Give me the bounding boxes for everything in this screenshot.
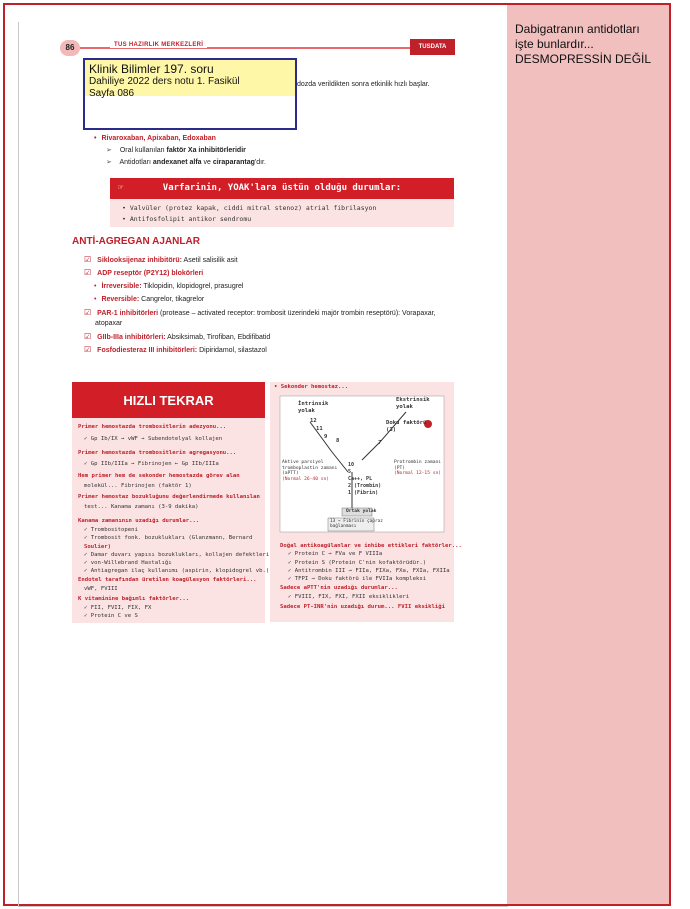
text: 5 [348, 469, 352, 475]
text: yolak [298, 408, 315, 414]
summary-line: Soulier) [84, 544, 111, 550]
text-bold: PAR-1 inhibitörleri [97, 310, 159, 317]
text-bold: faktör Xa inhibitörleridir [166, 147, 246, 154]
extrinsic-label [396, 397, 430, 411]
summary-title: HIZLI TEKRAR [72, 382, 265, 418]
warning-item: • Valvüler (protez kapak, ciddi mitral stenoz) atrial fibrilasyon [122, 204, 377, 212]
xa-item [106, 158, 266, 167]
sidebar-note-line: Dabigatranın antidotları [515, 22, 640, 36]
text: Valvüler (protez kapak, ciddi mitral stenoz) atrial fibrilasyon [129, 204, 377, 212]
text: (3) [386, 427, 397, 433]
coagulation-line: ✓ Protein C → FVa ve F VIIIa [288, 551, 383, 557]
summary-line: ✓ Gp IIb/IIIa → Fibrinojen ← Gp IIb/IIIa [84, 461, 219, 467]
aptt-label [282, 460, 337, 482]
summary-line: ✓ Damar duvarı yapısı bozuklukları, kollajen defektleri [84, 552, 270, 558]
tissue-factor-label [386, 420, 426, 434]
coagulation-diagram [270, 382, 454, 534]
publisher-logo: TUSDATA [410, 39, 455, 55]
factor-label: 12 [310, 418, 317, 424]
text: Antidotları [119, 159, 153, 166]
summary-line: ✓ Antiagregan ilaç kullanımı (aspirin, klopidogrel vb.) [84, 568, 270, 574]
summary-line: ✓ von-Willebrand Hastalığı [84, 560, 172, 566]
reference-source: Dahiliye 2022 ders notu 1. Fasikül [89, 76, 240, 87]
text: (Normal 12-15 sn) [394, 471, 442, 477]
summary-line: Kanama zamanının uzadığı durumlar... [78, 518, 200, 524]
text: Ca++, PL [348, 476, 373, 482]
text: İntrinsik [298, 401, 329, 407]
text: (Normal 26-40 sn) [282, 476, 330, 482]
summary-line: ✓ Trombosit fonk. bozuklukları (Glanzmann, Bernard [84, 535, 253, 541]
coagulation-line: Sadece aPTT'nin uzadığı durumlar... [280, 585, 398, 591]
text: (PT) [394, 465, 406, 471]
reference-page: Sayfa 086 [89, 88, 135, 99]
factor13-label [330, 519, 383, 529]
section-title: ANTİ-AGREGAN AJANLAR [72, 236, 200, 247]
sidebar-note-line: işte bunlardır... [515, 37, 594, 51]
warning-title: Varfarinin, YOAK'lara üstün olduğu durumlar: [162, 183, 402, 193]
text: ve [201, 159, 213, 166]
sidebar-note-line: DESMOPRESSİN DEĞİL [515, 52, 652, 66]
summary-line: vWF, FVIII [84, 586, 118, 592]
text-bold: ADP reseptör (P2Y12) blokörleri [97, 270, 204, 277]
drug-class [84, 255, 238, 265]
common-factors [348, 462, 381, 497]
text-bold: Fosfodiesteraz III inhibitörleri: [97, 347, 198, 354]
reference-box [83, 58, 297, 130]
sidebar-note [515, 22, 665, 67]
summary-line: ✓ Gp Ib/IX → vWF → Subendotelyal kollajen [84, 436, 223, 442]
xa-item [106, 146, 246, 155]
summary-line: Hem primer hem de sekonder hemostazda görev alan [78, 473, 240, 479]
text: Protrombin zamanı [394, 460, 442, 465]
drug-class [84, 308, 464, 318]
text-bold: GIIb-IIIa inhibitörleri: [97, 334, 166, 341]
text: (protease – activated receptor: trombosit üzerindeki majör trombin reseptörü): Vorapaxar, [158, 310, 436, 317]
text: 13 → Fibrinin çapraz [330, 519, 383, 524]
coagulation-line: ✓ Antitrombin III → FIIa, FIXa, FXa, FXIa, FXIIa [288, 568, 450, 574]
diagram-title: • Sekonder hemostaz... [274, 384, 349, 390]
coagulation-line: Sadece PT-INR'nin uzadığı durum... FVII eksikliği [280, 604, 446, 610]
summary-line: ✓ FII, FVII, FIX, FX [84, 605, 152, 611]
warning-item: • Antifosfolipit antikor sendromu [122, 215, 252, 223]
text-bold: Siklooksijenaz inhibitörü: [97, 257, 182, 264]
annotation-sidebar [507, 5, 669, 904]
coagulation-line: ✓ FVIII, FIX, FXI, FXII eksiklikleri [288, 594, 410, 600]
drug-subclass [94, 282, 244, 291]
text: 10 [348, 462, 355, 468]
summary-line: Primer hemostaz bozukluğunu değerlendirmede kullanılan [78, 494, 260, 500]
publisher-name: TUS HAZIRLIK MERKEZLERİ [110, 42, 207, 48]
text: (aPTT) [282, 471, 299, 477]
text: Oral kullanılan [119, 147, 167, 154]
text: Antifosfolipit antikor sendromu [129, 215, 252, 223]
text: 1 (Fibrin) [348, 490, 379, 496]
coagulation-line: ✓ Protein S (Protein C'nin kofaktörüdür.) [288, 560, 427, 566]
page-number: 86 [60, 40, 80, 56]
text: Cangrelor, tikagrelor [139, 296, 205, 303]
coagulation-line: ✓ TFPI → Doku faktörü ile FVIIa kompleksi [288, 576, 427, 582]
pt-label [394, 460, 441, 477]
xa-title: • Rivaroxaban, Apixaban, Edoxaban [94, 134, 216, 143]
text: 'dır. [254, 159, 266, 166]
text: Sekonder hemostaz... [280, 384, 349, 390]
text: Aktive parsiyel [282, 460, 324, 465]
drug-class [84, 332, 270, 342]
text-bold: İrreversible: [101, 283, 142, 290]
hand-icon: ☞ [118, 183, 124, 193]
text: 2 (Trombin) [348, 483, 382, 489]
text: yolak [396, 404, 413, 410]
text: Asetil salisilik asit [181, 257, 238, 264]
summary-line: ✓ Trombositopeni [84, 527, 138, 533]
partial-text: dozda verildikten sonra etkinlik hızlı başlar. [297, 81, 430, 88]
drug-subclass [94, 295, 204, 304]
text-bold: Reversible: [101, 296, 140, 303]
summary-line: ✓ Protein C ve S [84, 613, 138, 619]
drug-class [84, 268, 203, 278]
text: Absiksimab, Tirofiban, Ebdifibatid [165, 334, 271, 341]
factor-label: 11 [316, 426, 323, 432]
drug-class-cont: atopaxar [95, 320, 123, 327]
text-bold: andexanet alfa [152, 159, 202, 166]
summary-line: Primer hemostazda trombositlerin adezyonu... [78, 424, 227, 430]
text: Dipiridamol, silastazol [197, 347, 267, 354]
factor-label: 8 [336, 438, 340, 444]
intrinsic-label [298, 401, 328, 415]
common-pathway-label: Ortak yolak [346, 509, 377, 514]
factor-label: 9 [324, 434, 328, 440]
text: Tiklopidin, klopidogrel, prasugrel [141, 283, 244, 290]
text: tromboplastin zamanı [282, 465, 338, 471]
text: Doku faktörü [386, 420, 427, 426]
coagulation-line: Doğal antikoagülanlar ve inhibe ettikleri faktörler... [280, 543, 462, 549]
drug-class [84, 345, 267, 355]
warning-header [110, 178, 454, 199]
summary-line: Endotel tarafından üretilen koagülasyon faktörleri... [78, 577, 257, 583]
factor-label: 7 [378, 440, 382, 446]
summary-line: molekül... Fibrinojen (faktör 1) [84, 483, 192, 489]
summary-line: test... Kanama zamanı (3-9 dakika) [84, 504, 199, 510]
reference-title: Klinik Bilimler 197. soru [89, 62, 214, 76]
summary-line: K vitaminine bağımlı faktörler... [78, 596, 190, 602]
summary-line: Primer hemostazda trombositlerin agregasyonu... [78, 450, 237, 456]
text-bold: ciraparantag [212, 159, 255, 166]
text: Ekstrinsik [396, 397, 430, 403]
text: bağlanması [330, 524, 357, 529]
